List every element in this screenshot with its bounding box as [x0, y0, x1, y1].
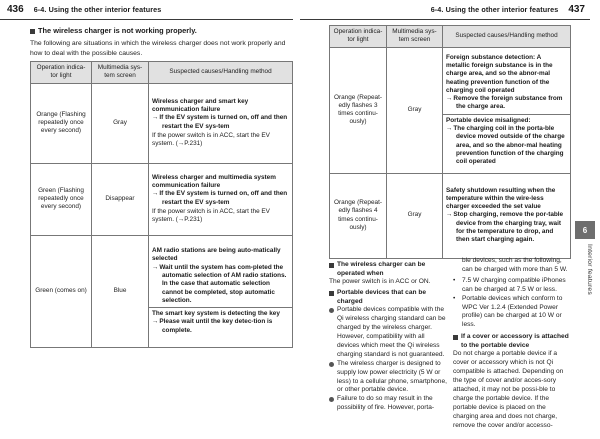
action-text: → Remove the foreign substance from the charge area. [446, 95, 566, 112]
indicator-cell: Green (Flashing repeatedly once every second) [31, 163, 92, 235]
cause-cell [149, 235, 293, 347]
cause-text: Portable device misaligned: [446, 116, 531, 124]
indicator-cell: Green (comes on) [31, 235, 92, 347]
note-heading: Portable devices that can be charged [329, 289, 447, 306]
indicator-cell: Orange (Repeat-edly flashes 4 times continu-ously) [330, 173, 387, 258]
square-bullet-icon [453, 335, 458, 340]
left-troubleshooting-table [30, 61, 293, 348]
action-text: → Stop charging, remove the por-table device from the charging tray, wait for the temperature to drop, and then start charging again. [446, 211, 566, 244]
table-row [31, 83, 293, 163]
indicator-cell: Orange (Flashing repeatedly once every second) [31, 83, 92, 163]
column-header: Multimedia sys-tem screen [387, 26, 443, 48]
list-item: • Portable devices which conform to WPC Ver 1.2.4 (Extended Power profile) can be charged at 10 W or less. [453, 294, 563, 329]
cause-text: Wireless charger and multimedia system communication failure [152, 173, 276, 189]
column-header: Suspected causes/Handling method [443, 26, 571, 48]
table-row [330, 47, 571, 173]
list-item: • 7.5 W charging compatible iPhones can be charged at 7.5 W or less. [453, 276, 566, 293]
action-text: → If the EV system is turned on, off and then restart the EV sys-tem [152, 190, 288, 207]
section-heading-text: The wireless charger is not working properly. [38, 26, 197, 35]
screen-cell: Gray [92, 83, 149, 163]
screen-cell: Gray [387, 47, 443, 173]
cause-cell [149, 83, 293, 163]
indicator-cell: Orange (Repeat-edly flashes 3 times continu-ously) [330, 47, 387, 173]
cause-cell [443, 47, 571, 173]
note-text: If the power switch is in ACC, start the EV system. (→P.231) [152, 207, 270, 224]
note-paragraph: ble devices, such as the following, can be charged with more than 5 W. [462, 257, 568, 273]
square-bullet-icon [30, 29, 35, 34]
cause-text: AM radio stations are being auto-matically selected [152, 247, 281, 263]
table-header-row [31, 62, 293, 84]
left-page-header [0, 0, 293, 20]
action-text: → Wait until the system has com-pleted the automatic selection of AM radio stations. In the case that automatic selection cannot be completed, stop automatic selection. [152, 264, 288, 305]
note-paragraph: The power switch is in ACC or ON. [329, 278, 431, 286]
note-heading: If a cover or accessory is attached to the portable device [453, 333, 570, 350]
cause-cell [443, 173, 571, 258]
screen-cell: Gray [387, 173, 443, 258]
note-heading: The wireless charger can be operated when [329, 261, 447, 278]
column-header: Operation indica-tor light [330, 26, 387, 48]
cause-text: Foreign substance detection: A metallic foreign substance is in the charge area, and so the abnor-mal heating prevention function of the charging coil operated [446, 53, 553, 94]
screen-cell: Blue [92, 235, 149, 347]
section-heading [30, 27, 292, 36]
cause-text: Wireless charger and smart key communication failure [152, 97, 249, 113]
table-row [31, 235, 293, 347]
list-item: Failure to do so may result in the possibility of fire. However, porta- [329, 395, 447, 413]
screen-cell: Disappear [92, 163, 149, 235]
right-troubleshooting-table [329, 25, 571, 259]
page-number-left: 436 [7, 4, 24, 15]
chapter-tab: 6 [575, 221, 595, 239]
cause-text: Safety shutdown resulting when the temperature within the wire-less charger exceeded the set value [446, 186, 556, 211]
table-row [31, 163, 293, 235]
note-text: If the power switch is in ACC, start the EV system. (→P.231) [152, 131, 270, 148]
notes-column-2 [453, 257, 570, 433]
action-text: → The charging coil in the porta-ble device moved outside of the charge area, and so the abnor-mal heating prevention function of the charging coil operated [446, 125, 566, 166]
cause-text: The smart key system is detecting the key [152, 310, 280, 318]
intro-paragraph: The following are situations in which the wireless charger does not work properly and how to deal with the possible causes. [30, 40, 286, 58]
circle-bullet-icon [329, 308, 334, 313]
action-text: → Please wait until the key detec-tion is complete. [152, 318, 288, 335]
table-header-row [330, 26, 571, 48]
column-header: Operation indica-tor light [31, 62, 92, 84]
cause-cell [149, 163, 293, 235]
list-item: Portable devices compatible with the Qi wireless charging standard can be charged by the wireless charger. However, compatibility with all devices which meet the Qi wireless charging standard is not guaranteed. [329, 306, 447, 359]
right-page-header [300, 0, 590, 20]
notes-column-1 [329, 261, 447, 413]
column-header: Suspected causes/Handling method [149, 62, 293, 84]
chapter-tab-label: Interior features [586, 244, 593, 296]
action-text: → If the EV system is turned on, off and then restart the EV sys-tem [152, 114, 288, 131]
square-bullet-icon [329, 263, 334, 268]
page-number-right: 437 [568, 4, 585, 15]
chapter-title-right: 6-4. Using the other interior features [430, 5, 559, 14]
circle-bullet-icon [329, 397, 334, 402]
square-bullet-icon [329, 291, 334, 296]
note-paragraph: Do not charge a portable device if a cover or accessory which is not Qi compatible is attached. Depending on the type of cover and/or acces-sory attached, it may not be possi-ble to charge the portable device. If the portable device is placed on the charging area and does not charge, remove the cover and/or accesso- [453, 350, 564, 429]
table-row [330, 173, 571, 258]
circle-bullet-icon [329, 362, 334, 367]
column-header: Multimedia sys-tem screen [92, 62, 149, 84]
list-item: The wireless charger is designed to supply low power electricity (5 W or less) to a cellular phone, smartphone, or other portable device. [329, 360, 447, 396]
chapter-title-left: 6-4. Using the other interior features [33, 5, 162, 14]
